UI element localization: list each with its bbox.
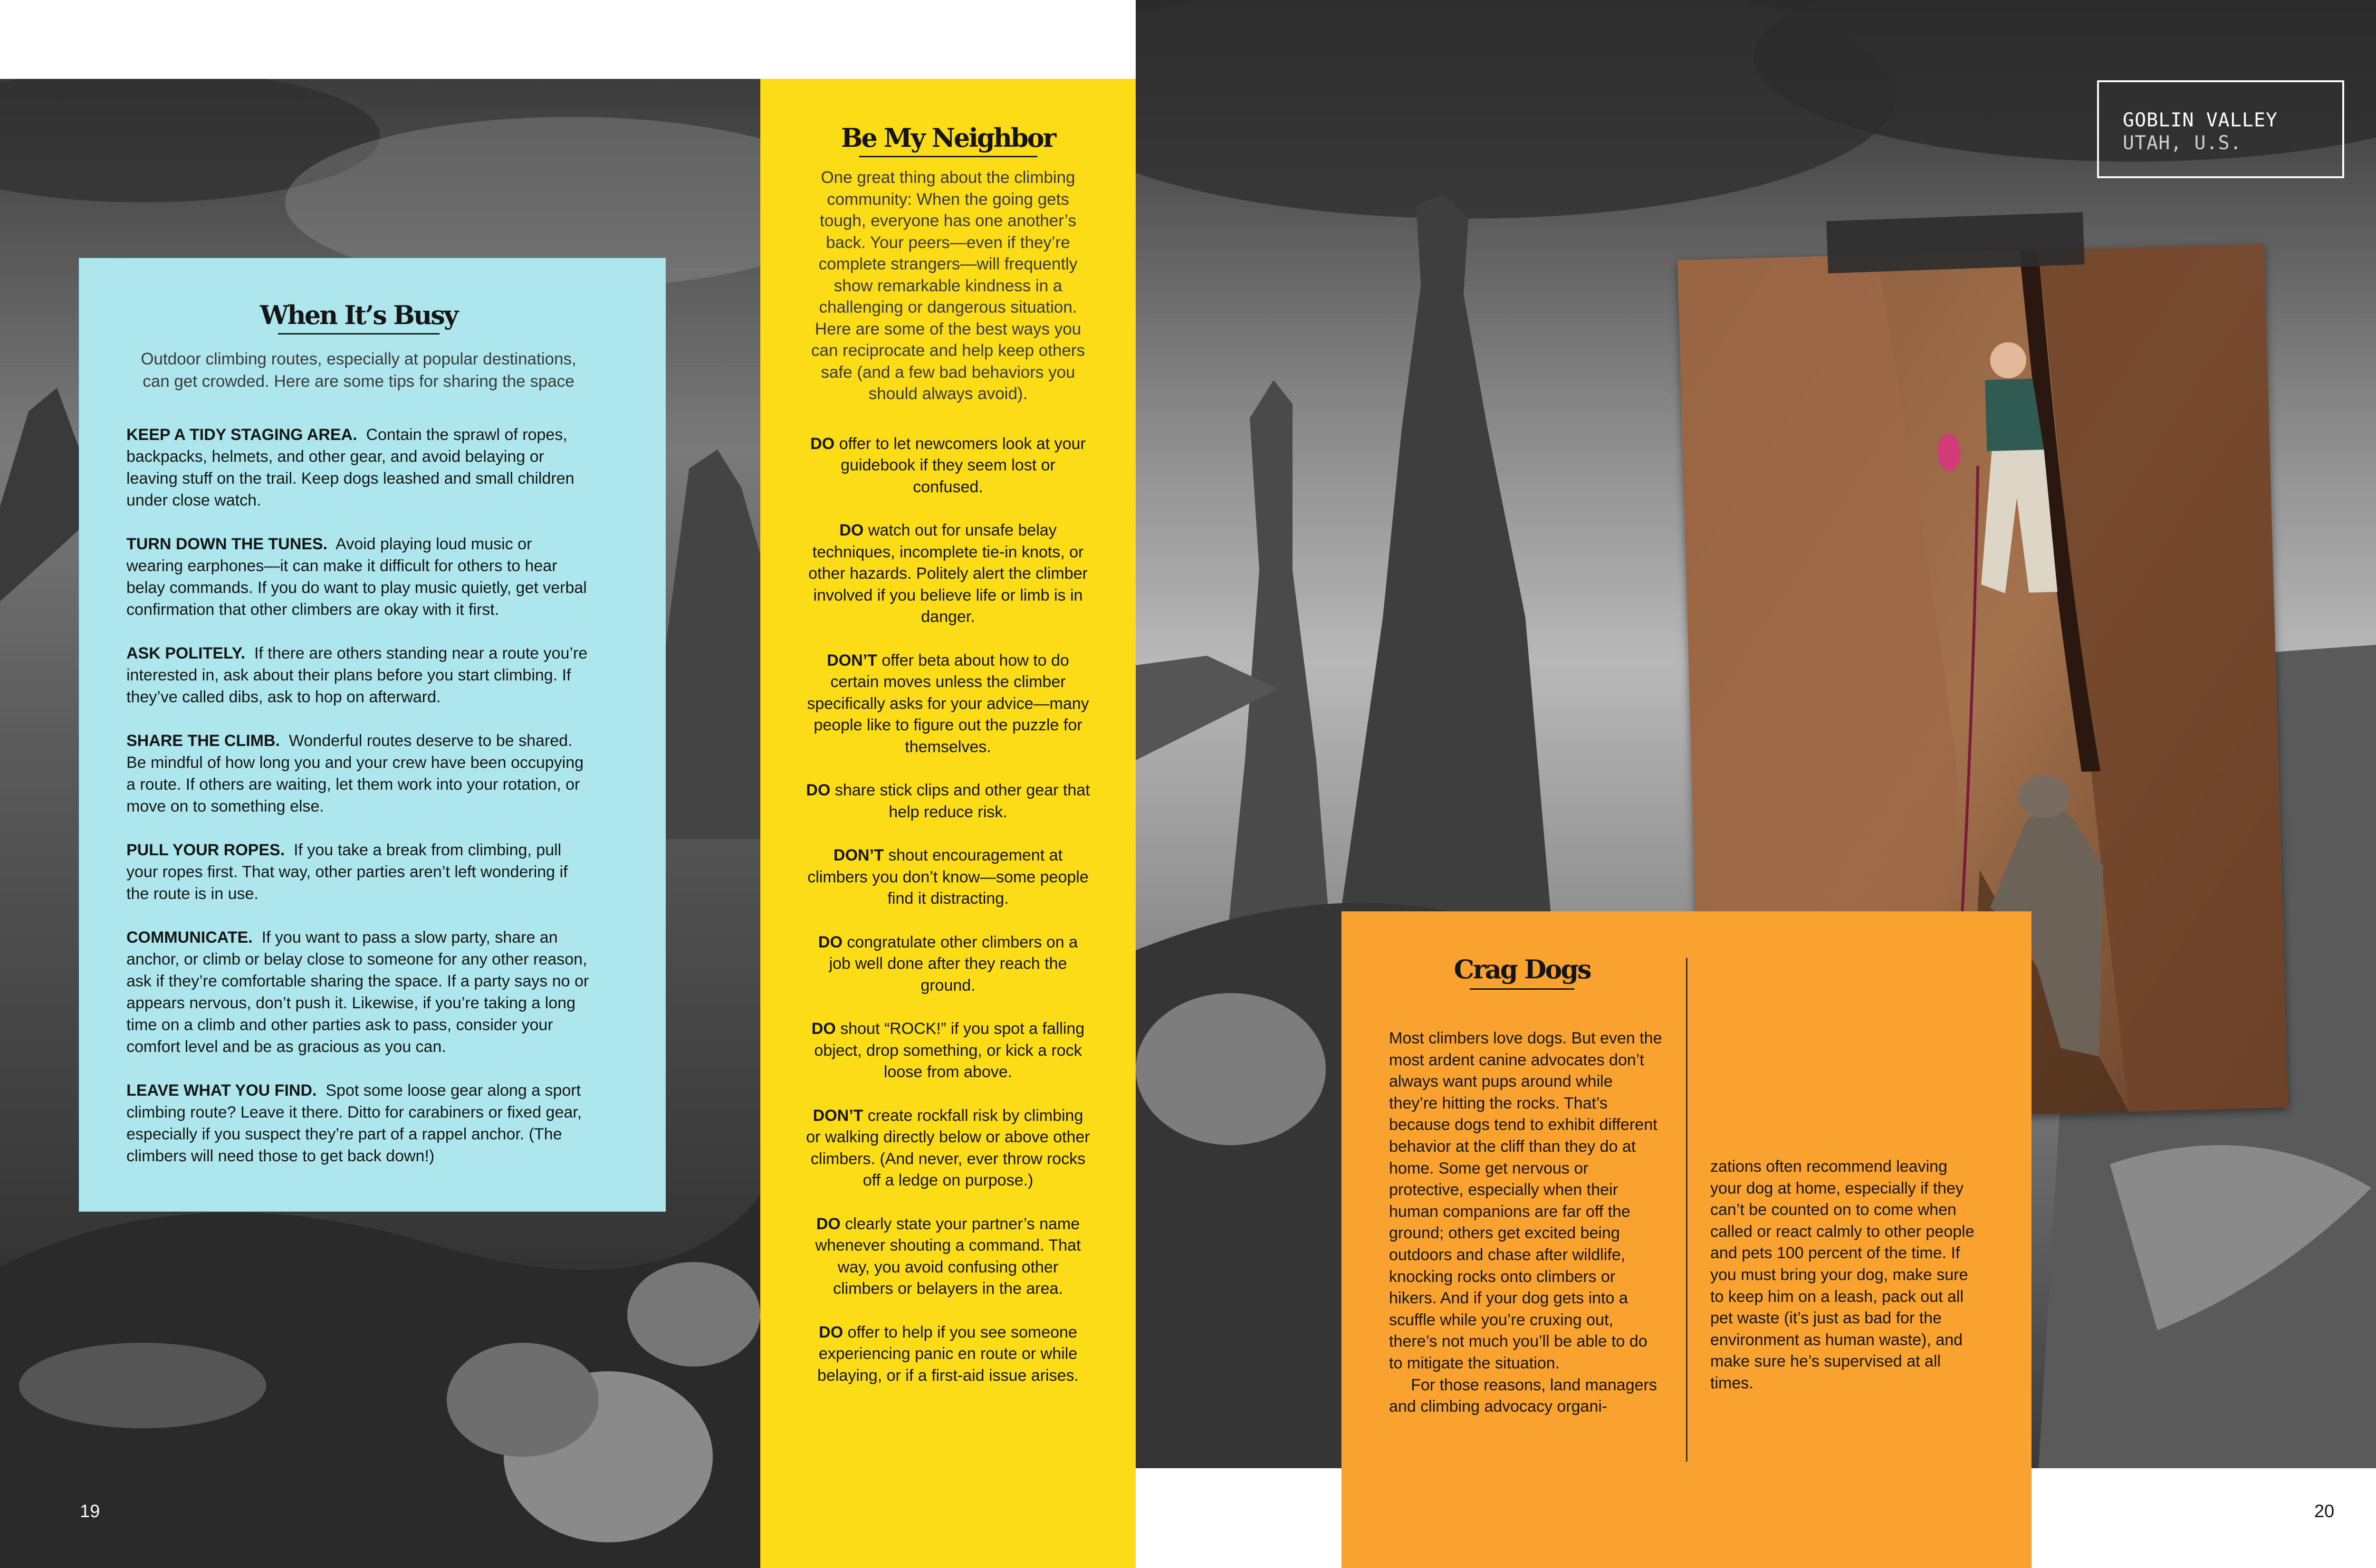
crag-dogs-paragraph: For those reasons, land managers and climbing advocacy organi-: [1389, 1376, 1657, 1416]
tip: [126, 730, 591, 817]
be-my-neighbor-title: Be My Neighbor: [841, 123, 1055, 153]
tip-body: Contain the sprawl of ropes, backpacks, helmets, and other gear, and avoid belaying or leaving stuff on the trail. Keep dogs leashed and small children under close watch.: [126, 426, 575, 509]
tip: [126, 533, 591, 621]
etiquette-item: [805, 932, 1091, 997]
etiquette-item: [805, 780, 1091, 823]
tip: [126, 424, 591, 511]
etiquette-text: clearly state your partner’s name whenever shouting a command. That way, you avoid confusing other climbers or belayers in the area.: [815, 1214, 1081, 1298]
tip-heading: ASK POLITELY.: [126, 644, 246, 662]
location-region: UTAH, U.S.: [2123, 132, 2242, 154]
title-underline: [859, 156, 1037, 157]
be-my-neighbor-panel: [760, 79, 1136, 1568]
etiquette-item: [805, 1105, 1091, 1192]
etiquette-text: share stick clips and other gear that help reduce risk.: [834, 781, 1090, 821]
etiquette-key: DO: [839, 521, 864, 539]
tip: [126, 927, 591, 1058]
etiquette-item: [805, 433, 1091, 498]
tip-body: Avoid playing loud music or wearing earphones—it can make it difficult for others to hear belay commands. If you do want to play music quietly, get verbal confirmation that other climbers are okay with it first.: [126, 535, 587, 619]
etiquette-key: DO: [811, 1020, 836, 1038]
tip-heading: LEAVE WHAT YOU FIND.: [126, 1081, 317, 1100]
etiquette-key: DON’T: [813, 1106, 863, 1125]
tip-body: Wonderful routes deserve to be shared. Be mindful of how long you and your crew have been occupying a route. If others are waiting, let them work into your rotation, or move on to something else.: [126, 732, 584, 815]
location-label: [2097, 80, 2344, 178]
tip-heading: SHARE THE CLIMB.: [126, 732, 280, 750]
etiquette-key: DON’T: [827, 651, 877, 669]
when-its-busy-title: When It’s Busy: [259, 300, 458, 330]
tip-body: If there are others standing near a route you’re interested in, ask about their plans before you start climbing. If they’ve called dibs, ask to hop on afterward.: [126, 644, 588, 706]
crag-dogs-panel: [1341, 911, 2031, 1568]
tip-heading: PULL YOUR ROPES.: [126, 841, 285, 859]
etiquette-item: [805, 845, 1091, 910]
etiquette-key: DO: [810, 434, 835, 453]
etiquette-text: offer beta about how to do certain moves unless the climber specifically asks for your advice—many people like to figure out the puzzle for themselves.: [807, 651, 1089, 756]
etiquette-item: [805, 650, 1091, 758]
tip: [126, 1080, 591, 1167]
tip-body: If you take a break from climbing, pull your ropes first. That way, other parties aren’t left wondering if the route is in use.: [126, 841, 568, 903]
column-divider: [1686, 958, 1687, 1462]
etiquette-key: DON’T: [834, 846, 884, 864]
etiquette-key: DO: [819, 1323, 843, 1341]
crag-dogs-column-1: [1389, 1028, 1665, 1418]
tip-heading: COMMUNICATE.: [126, 928, 253, 947]
tip-heading: TURN DOWN THE TUNES.: [126, 535, 328, 553]
etiquette-item: [805, 1322, 1091, 1387]
etiquette-text: shout encouragement at climbers you don’t know—some people find it distracting.: [807, 846, 1089, 908]
be-my-neighbor-intro: One great thing about the climbing community: When the going gets tough, everyone has one another’s back. Your peers—even if they’re complete strangers—will frequently show remarkable kindness in a challenging or dangerous situation. Here are some of the best ways you can reciprocate and help keep others safe (and a few bad behaviors you should always avoid).: [811, 168, 1085, 403]
page-number-right: 20: [2314, 1501, 2335, 1521]
crag-dogs-paragraph: Most climbers love dogs. But even the most ardent canine advocates don’t always want pups around while they’re hitting the rocks. That’s because dogs tend to exhibit different behavior at the cliff than they do at home. Some get nervous or protective, especially when their human companions are far off the ground; others get excited being outdoors and chase after wildlife, knocking rocks onto climbers or hikers. And if your dog gets into a scuffle while you’re cruxing out, there’s not much you’ll be able to do to mitigate the situation.: [1389, 1029, 1662, 1372]
etiquette-text: shout “ROCK!” if you spot a falling object, drop something, or kick a rock loose from above.: [814, 1020, 1085, 1081]
etiquette-key: DO: [806, 781, 831, 799]
etiquette-text: watch out for unsafe belay techniques, incomplete tie-in knots, or other hazards. Politely alert the climber involved if you believe life or limb is in danger.: [808, 521, 1088, 626]
location-name: GOBLIN VALLEY: [2123, 109, 2278, 131]
tip-body: Spot some loose gear along a sport climbing route? Leave it there. Ditto for carabiners or fixed gear, especially if you suspect they’re part of a rappel anchor. (The climbers will need those to get back down!): [126, 1081, 582, 1165]
when-its-busy-panel: [79, 258, 666, 1212]
etiquette-item: [805, 1214, 1091, 1300]
etiquette-key: DO: [816, 1214, 841, 1233]
etiquette-text: create rockfall risk by climbing or walking directly below or above other climbers. (And never, ever throw rocks off a ledge on purpose.): [806, 1106, 1090, 1189]
crag-dogs-title: Crag Dogs: [1454, 954, 1590, 985]
tip-heading: KEEP A TIDY STAGING AREA.: [126, 426, 357, 444]
tape-strip: [1826, 212, 2085, 274]
tip-body: If you want to pass a slow party, share an anchor, or climb or belay close to someone for any other reason, ask if they’re comfortable sharing the space. If a party says no or appears nervous, don’t push it. Likewise, if you’re taking a long time on a climb and other parties ask to pass, consider your comfort level and be as gracious as you can.: [126, 928, 589, 1056]
etiquette-item: [805, 520, 1091, 628]
tip: [126, 642, 591, 708]
etiquette-text: offer to help if you see someone experiencing panic en route or while belaying, or if a first-aid issue arises.: [817, 1323, 1079, 1385]
page-number-left: 19: [80, 1501, 100, 1521]
etiquette-text: congratulate other climbers on a job well done after they reach the ground.: [829, 933, 1078, 994]
title-underline: [278, 333, 440, 335]
title-underline: [1470, 988, 1574, 990]
etiquette-key: DO: [818, 933, 843, 951]
etiquette-text: offer to let newcomers look at your guidebook if they seem lost or confused.: [839, 434, 1086, 496]
when-its-busy-intro: Outdoor climbing routes, especially at popular destinations, can get crowded. Here are some tips for sharing the space: [141, 350, 576, 391]
tip: [126, 839, 591, 905]
crag-dogs-column-2: zations often recommend leaving your dog at home, especially if they can’t be counted on to come when called or react calmly to other people and pets 100 percent of the time. If you must bring your dog, make sure to keep him on a leash, pack out all pet waste (it’s just as bad for the environment as human waste), and make sure he’s supervised at all times.: [1710, 1157, 1974, 1392]
etiquette-item: [805, 1018, 1091, 1083]
